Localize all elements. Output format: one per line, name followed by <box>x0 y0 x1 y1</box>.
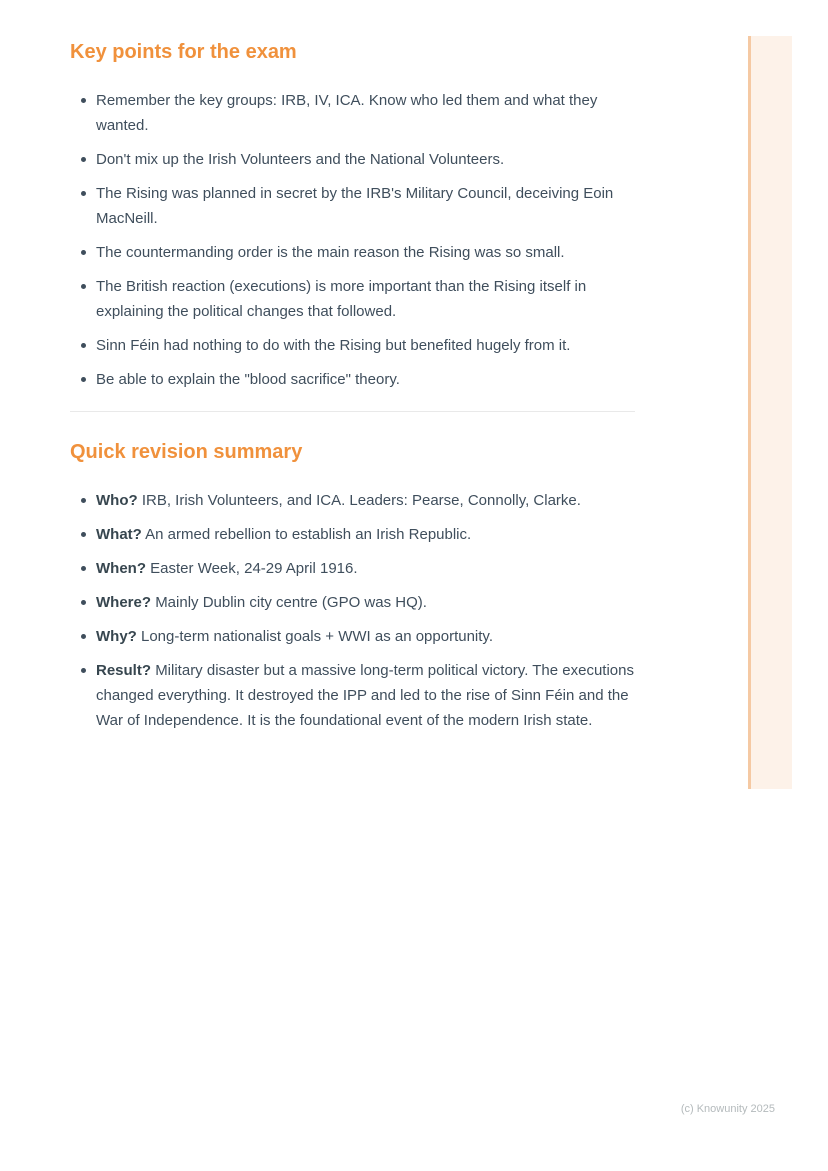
list-item-text: The Rising was planned in secret by the IRB's Military Council, deceiving Eoin MacNeill. <box>96 185 614 227</box>
list-item <box>70 367 635 392</box>
section-divider <box>70 411 635 412</box>
bullet-icon <box>81 668 86 673</box>
list-item <box>70 658 635 733</box>
list-item-text: An armed rebellion to establish an Irish Republic. <box>145 526 472 543</box>
list-item-text: The British reaction (executions) is more important than the Rising itself in explaining the political changes that followed. <box>96 278 587 320</box>
bullet-icon <box>81 98 86 103</box>
list-item <box>70 333 635 358</box>
list-item-text: Long-term nationalist goals + WWI as an opportunity. <box>141 628 493 645</box>
list-item-text: The countermanding order is the main reason the Rising was so small. <box>96 244 565 261</box>
list-item <box>70 147 635 172</box>
list-item-keyword: Where? <box>96 594 152 611</box>
bullet-icon <box>81 377 86 382</box>
document-page <box>70 40 635 742</box>
bullet-icon <box>81 284 86 289</box>
bullet-icon <box>81 532 86 537</box>
list-item-text: Be able to explain the "blood sacrifice" theory. <box>96 371 400 388</box>
section-title-key-points: Key points for the exam <box>70 41 297 63</box>
list-item-text: Sinn Féin had nothing to do with the Rising but benefited hugely from it. <box>96 337 571 354</box>
list-item <box>70 274 635 324</box>
list-item <box>70 488 635 513</box>
list-item <box>70 181 635 231</box>
list-item-keyword: Who? <box>96 492 138 509</box>
list-item-keyword: Why? <box>96 628 137 645</box>
bullet-icon <box>81 157 86 162</box>
revision-summary-list <box>70 488 635 733</box>
list-item <box>70 88 635 138</box>
list-item-text: Military disaster but a massive long-term political victory. The executions changed everything. It destroyed the IPP and led to the rise of Sinn Féin and the War of Independence. It is the foundational event of the modern Irish state. <box>96 662 634 729</box>
list-item-text: Easter Week, 24-29 April 1916. <box>150 560 358 577</box>
list-item <box>70 240 635 265</box>
bullet-icon <box>81 566 86 571</box>
copyright-footer: (c) Knowunity 2025 <box>680 1103 775 1115</box>
list-item-keyword: When? <box>96 560 146 577</box>
list-item-text: IRB, Irish Volunteers, and ICA. Leaders: Pearse, Connolly, Clarke. <box>141 492 581 509</box>
list-item-text: Mainly Dublin city centre (GPO was HQ). <box>155 594 427 611</box>
bullet-icon <box>81 600 86 605</box>
list-item-text: Don't mix up the Irish Volunteers and the National Volunteers. <box>96 151 505 168</box>
list-item-keyword: What? <box>96 526 142 543</box>
list-item <box>70 556 635 581</box>
section-title-revision-summary: Quick revision summary <box>70 441 303 463</box>
list-item-keyword: Result? <box>96 662 152 679</box>
list-item <box>70 590 635 615</box>
bullet-icon <box>81 343 86 348</box>
bullet-icon <box>81 250 86 255</box>
bullet-icon <box>81 634 86 639</box>
bullet-icon <box>81 498 86 503</box>
list-item-text: Remember the key groups: IRB, IV, ICA. Know who led them and what they wanted. <box>96 92 598 134</box>
list-item <box>70 624 635 649</box>
bullet-icon <box>81 191 86 196</box>
list-item <box>70 522 635 547</box>
key-points-list <box>70 88 635 392</box>
accent-strip <box>748 36 792 789</box>
